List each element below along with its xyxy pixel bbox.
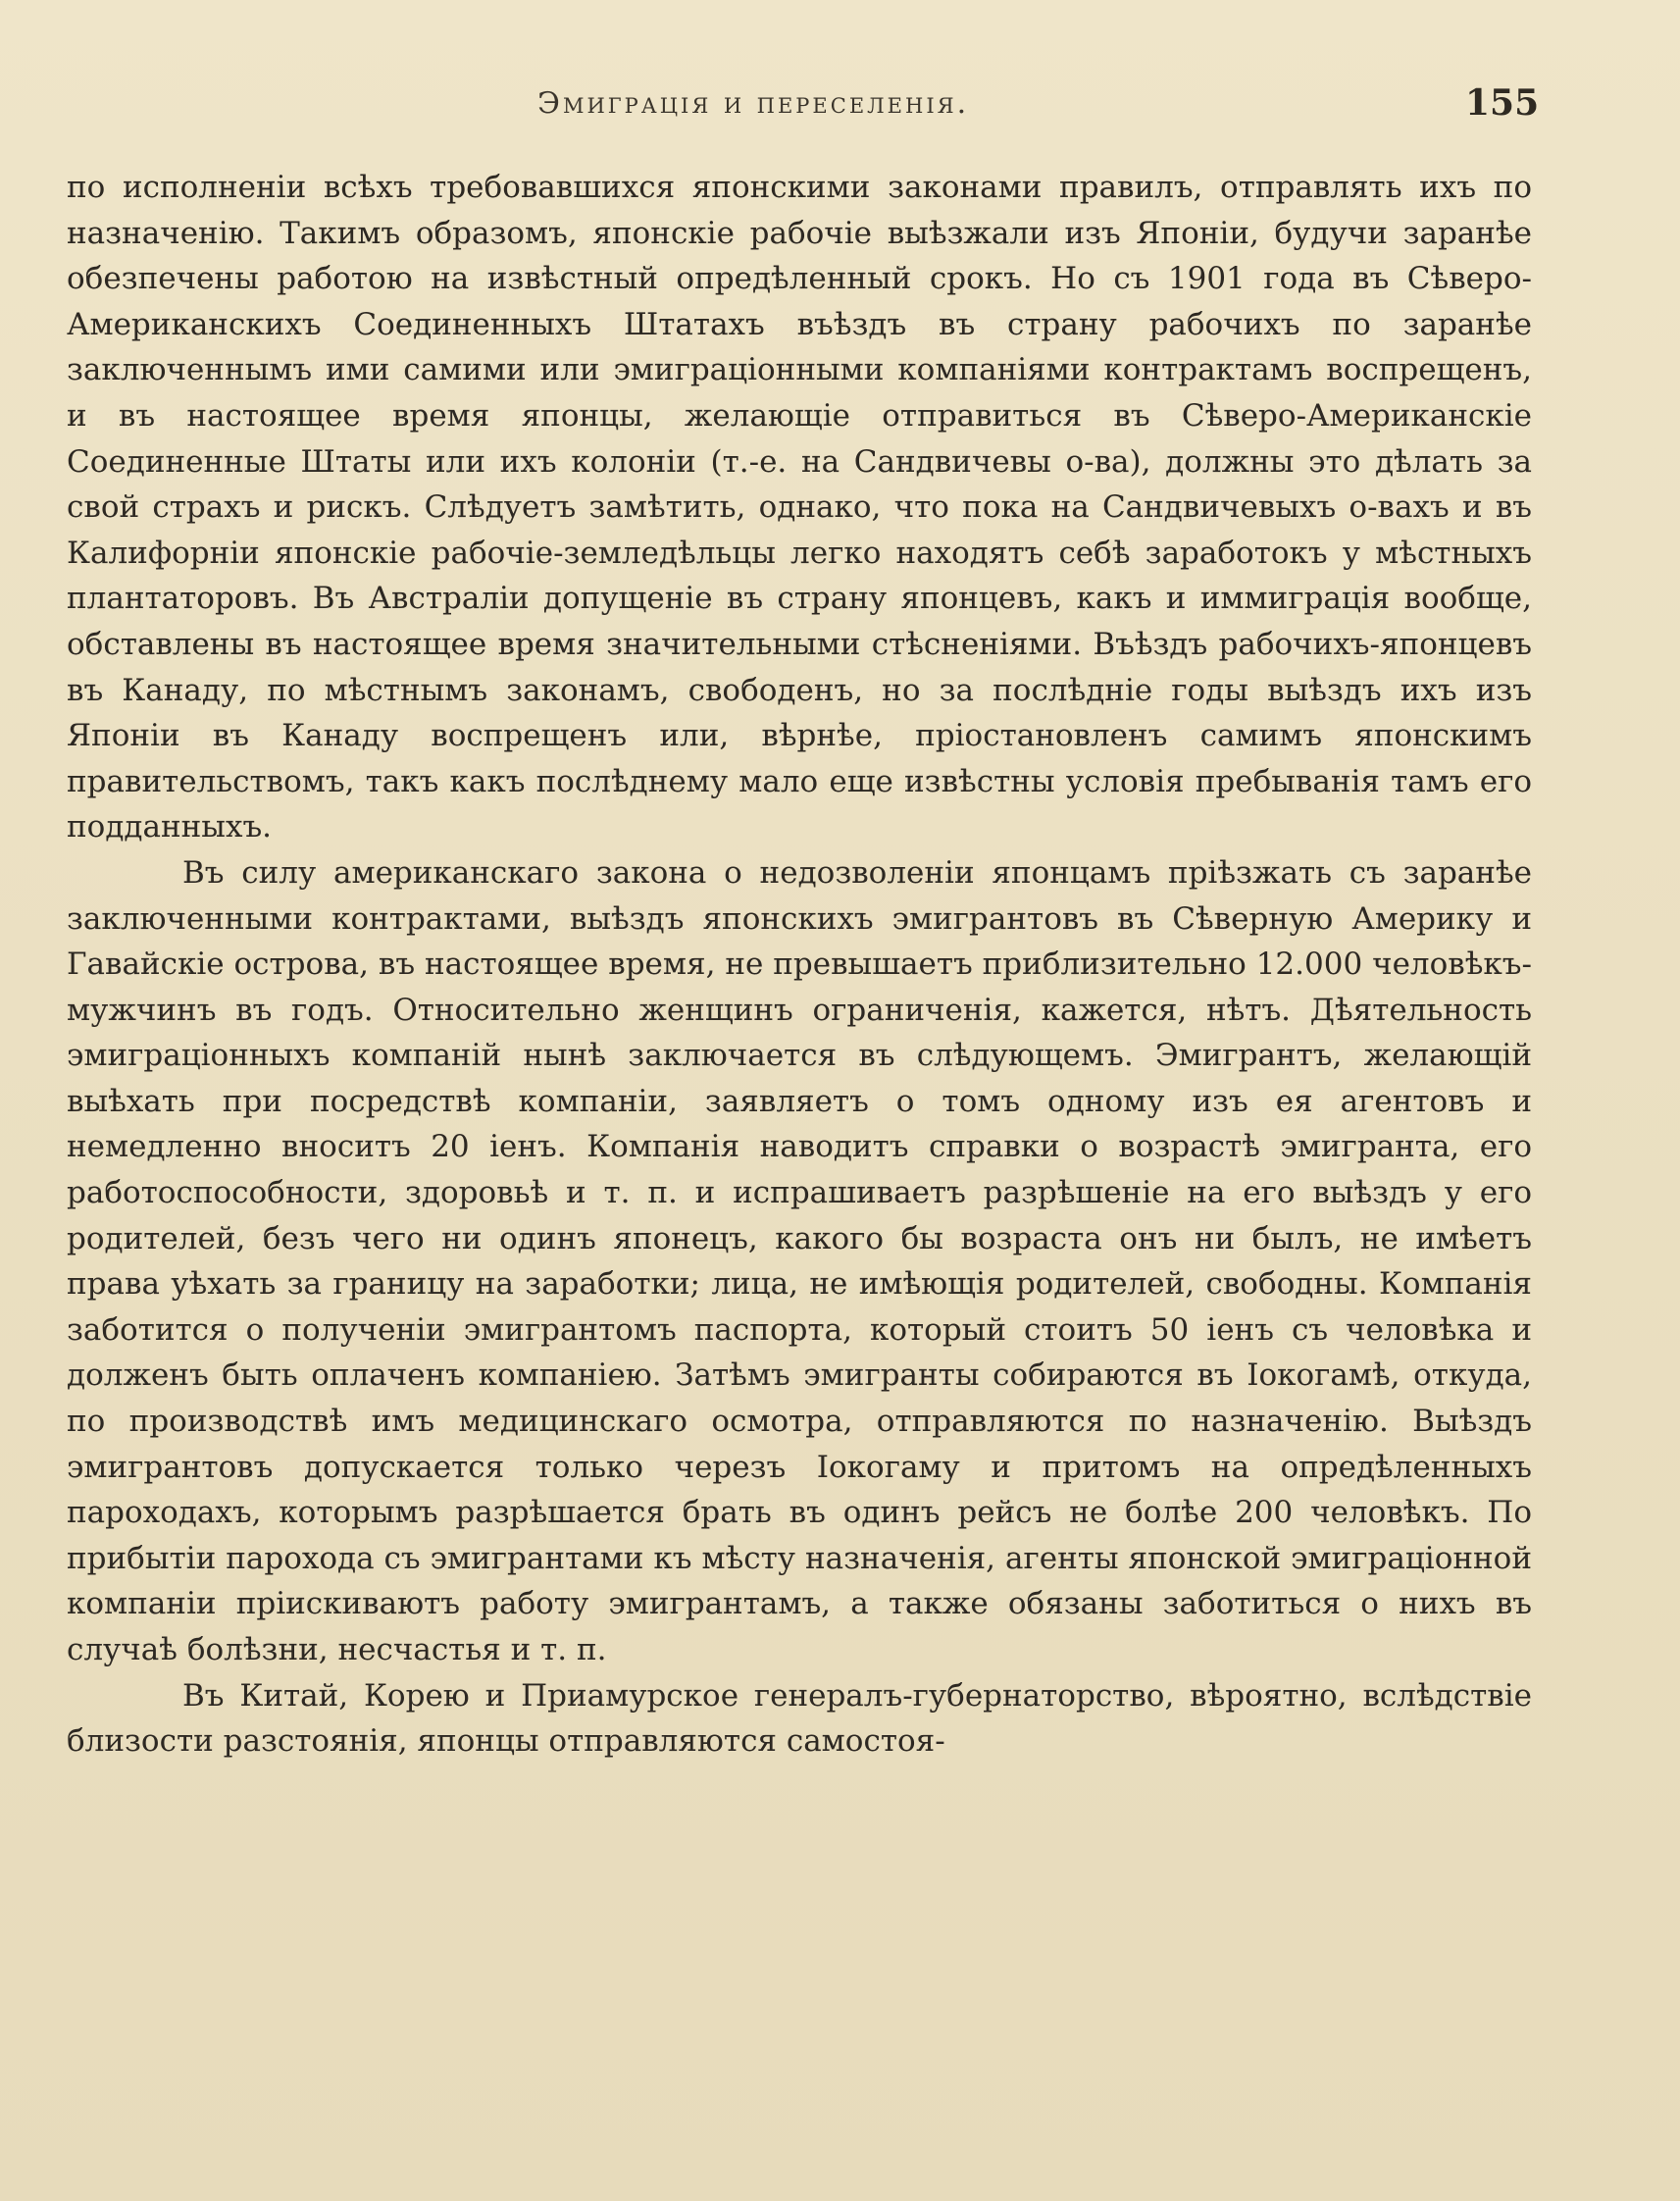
running-title: Эмиграція и переселенія. — [537, 86, 970, 121]
body-text — [67, 165, 1532, 1765]
paragraph-2: Въ силу американскаго закона о недозволеніи японцамъ пріѣзжать съ заранѣе заключенными контрактами, выѣздъ японскихъ эмигрантовъ въ Сѣверную Америку и Гавайскіе острова, въ настоящее время, не превышаетъ приблизительно 12.000 человѣкъ-мужчинъ въ годъ. Относительно женщинъ ограниченія, кажется, нѣтъ. Дѣятельность эмиграціонныхъ компаній нынѣ заключается въ слѣдующемъ. Эмигрантъ, желающій выѣхать при посредствѣ компаніи, заявляетъ о томъ одному изъ ея агентовъ и немедленно вноситъ 20 іенъ. Компанія наводитъ справки о возрастѣ эмигранта, его работоспособности, здоровьѣ и т. п. и испрашиваетъ разрѣшеніе на его выѣздъ у его родителей, безъ чего ни одинъ японецъ, какого бы возраста онъ ни былъ, не имѣетъ права уѣхать за границу на заработки; лица, не имѣющія родителей, свободны. Компанія заботится о полученіи эмигрантомъ паспорта, который стоитъ 50 іенъ съ человѣка и долженъ быть оплаченъ компаніею. Затѣмъ эмигранты собираются въ Іокогамѣ, откуда, по производствѣ имъ медицинскаго осмотра, отправляются по назначенію. Выѣздъ эмигрантовъ допускается только черезъ Іокогаму и притомъ на опредѣленныхъ пароходахъ, которымъ разрѣшается брать въ одинъ рейсъ не болѣе 200 человѣкъ. По прибытіи парохода съ эмигрантами къ мѣсту назначенія, агенты японской эмиграціонной компаніи пріискиваютъ работу эмигрантамъ, а также обязаны заботиться о нихъ въ случаѣ болѣзни, несчастья и т. п. — [67, 854, 1532, 1667]
page-header — [0, 82, 1680, 137]
page-number: 155 — [1465, 82, 1540, 124]
paragraph-1: по исполненіи всѣхъ требовавшихся японскими законами правилъ, отправлять ихъ по назначенію. Такимъ образомъ, японскіе рабочіе выѣзжали изъ Японіи, будучи заранѣе обезпечены работою на извѣстный опредѣленный срокъ. Но съ 1901 года въ Сѣверо-Американскихъ Соединенныхъ Штатахъ въѣздъ въ страну рабочихъ по заранѣе заключеннымъ ими самими или эмиграціонными компаніями контрактамъ воспрещенъ, и въ настоящее время японцы, желающіе отправиться въ Сѣверо-Американскіе Соединенные Штаты или ихъ колоніи (т.-е. на Сандвичевы о-ва), должны это дѣлать за свой страхъ и рискъ. Слѣдуетъ замѣтить, однако, что пока на Сандвичевыхъ о-вахъ и въ Калифорніи японскіе рабочіе-земледѣльцы легко находятъ себѣ заработокъ у мѣстныхъ плантаторовъ. Въ Австраліи допущеніе въ страну японцевъ, какъ и иммиграція вообще, обставлены въ настоящее время значительными стѣсненіями. Въѣздъ рабочихъ-японцевъ въ Канаду, по мѣстнымъ законамъ, свободенъ, но за послѣдніе годы выѣздъ ихъ изъ Японіи въ Канаду воспрещенъ или, вѣрнѣе, пріостановленъ самимъ японскимъ правительствомъ, такъ какъ послѣднему мало еще извѣстны условія пребыванія тамъ его подданныхъ. — [67, 170, 1532, 845]
paragraph-3: Въ Китай, Корею и Приамурское генералъ-губернаторство, вѣроятно, вслѣдствіе близости разстоянія, японцы отправляются самостоя- — [67, 1677, 1532, 1760]
